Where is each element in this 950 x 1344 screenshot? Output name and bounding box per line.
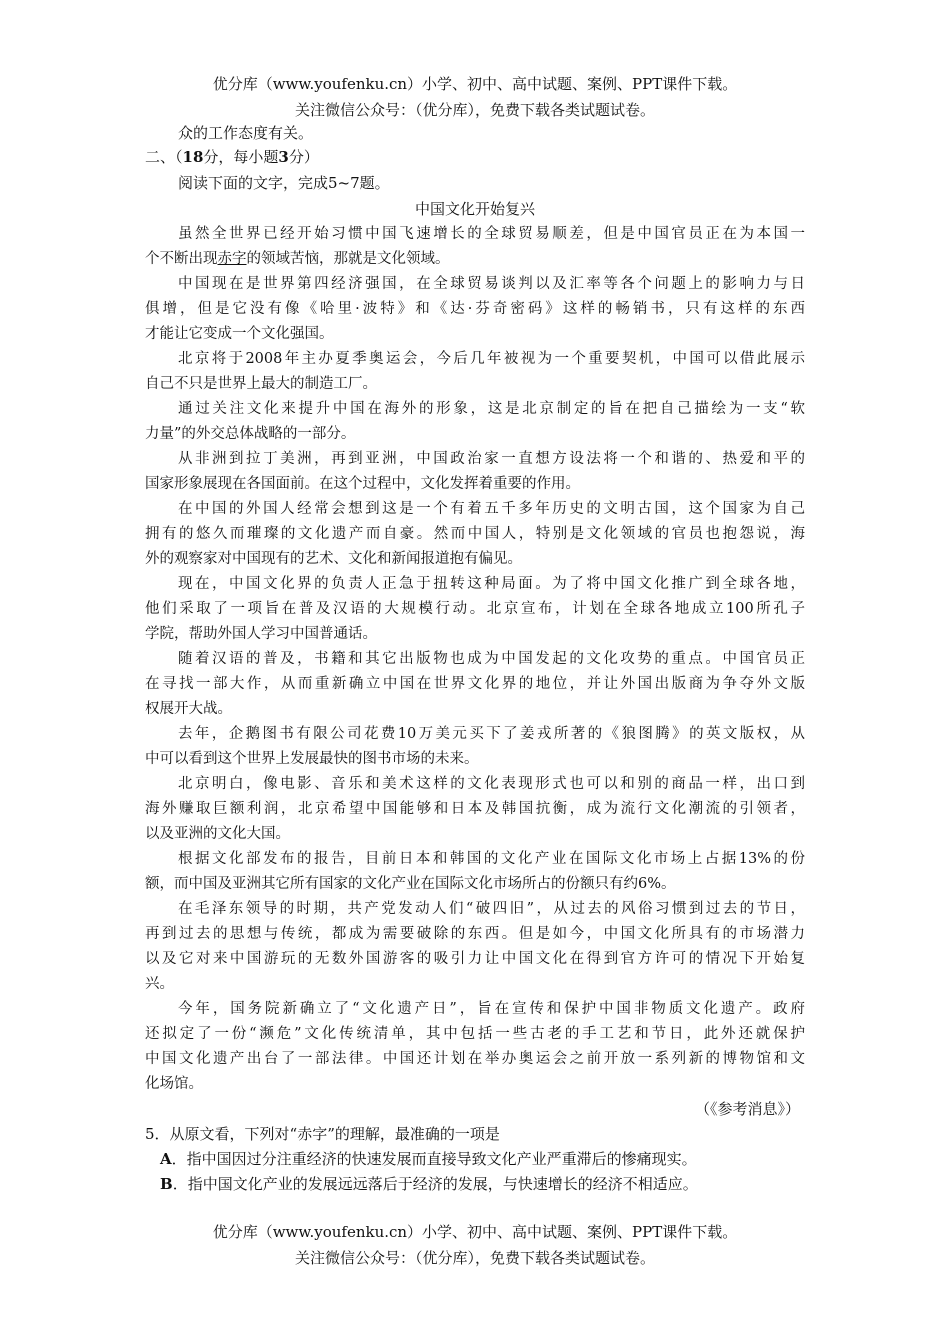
article-title: 中国文化开始复兴	[414, 200, 535, 218]
article-line: 中国现在是世界第四经济强国，在全球贸易谈判以及汇率等各个问题上的影响力与日	[178, 276, 805, 292]
article-line: 以及它对来中国游玩的无数外国游客的吸引力让中国文化在得到官方许可的情况下开始复	[145, 951, 805, 967]
underlined-term: 赤字	[217, 251, 247, 267]
article-line: 还拟定了一份“濒危”文化传统清单，其中包括一些古老的手工艺和节日，此外还就保护	[145, 1026, 805, 1042]
header-line-2: 关注微信公众号：（优分库），免费下载各类试题试卷。	[294, 101, 655, 119]
footer-line-1: 优分库（www.youfenku.cn）小学、初中、高中试题、案例、PPT课件下载。	[212, 1223, 738, 1241]
article-line: 北京明白，像电影、音乐和美术这样的文化表现形式也可以和别的商品一样，出口到	[178, 776, 805, 792]
article-line: 从非洲到拉丁美洲，再到亚洲，中国政治家一直想方设法将一个和谐的、热爱和平的	[178, 451, 805, 467]
article-line: 国家形象展现在各国面前。在这个过程中，文化发挥着重要的作用。	[145, 476, 580, 492]
article-line: 在毛泽东领导的时期，共产党发动人们“破四旧”，从过去的风俗习惯到过去的节日，	[178, 901, 805, 917]
option-a-label: A	[160, 1150, 172, 1168]
article-text: 个不断出现	[145, 251, 218, 267]
article-line: 外的观察家对中国现有的艺术、文化和新闻报道抱有偏见。	[145, 551, 522, 567]
option-b	[160, 1172, 698, 1196]
article-line: 在中国的外国人经常会想到这是一个有着五千多年历史的文明古国，这个国家为自己	[178, 501, 805, 517]
article-line: 在寻找一部大作，从而重新确立中国在世界文化界的地位，并让外国出版商为争夺外文版	[145, 676, 805, 692]
article-line: 中可以看到这个世界上发展最快的图书市场的未来。	[145, 751, 479, 767]
article-line: 兴。	[145, 976, 174, 992]
article-line: 北京将于2008年主办夏季奥运会，今后几年被视为一个重要契机，中国可以借此展示	[178, 351, 805, 367]
article-line: 俱增，但是它没有像《哈里·波特》和《达·芬奇密码》这样的畅销书，只有这样的东西	[145, 301, 805, 317]
question-stem: 5．从原文看，下列对“赤字”的理解，最准确的一项是	[145, 1125, 500, 1143]
option-a	[160, 1147, 697, 1171]
article-line: 随着汉语的普及，书籍和其它出版物也成为中国发起的文化攻势的重点。中国官员正	[178, 651, 805, 667]
section-heading	[145, 145, 319, 169]
section-mid: 分，每小题	[203, 148, 279, 166]
article-text: 的领域苦恼，那就是文化领域。	[246, 251, 450, 267]
option-a-text: ．指中国因过分注重经济的快速发展而直接导致文化产业严重滞后的惨痛现实。	[171, 1150, 697, 1168]
option-b-text: ．指中国文化产业的发展远远落后于经济的发展，与快速增长的经济不相适应。	[172, 1175, 698, 1193]
article-line: 通过关注文化来提升中国在海外的形象，这是北京制定的旨在把自己描绘为一支“软	[178, 401, 805, 417]
article-line: 虽然全世界已经开始习惯中国飞速增长的全球贸易顺差，但是中国官员正在为本国一	[178, 226, 805, 242]
article-line: 再到过去的思想与传统，都成为需要破除的东西。但是如今，中国文化所具有的市场潜力	[145, 926, 805, 942]
section-each: 3	[278, 148, 289, 166]
section-end: 分）	[288, 148, 319, 166]
option-b-label: B	[160, 1175, 173, 1193]
article-line: 中国文化遗产出台了一部法律。中国还计划在举办奥运会之前开放一系列新的博物馆和文	[145, 1051, 805, 1067]
article-line: 去年，企鹅图书有限公司花费10万美元买下了姜戎所著的《狼图腾》的英文版权，从	[178, 726, 805, 742]
section-points: 18	[182, 148, 204, 166]
article-line: 自己不只是世界上最大的制造工厂。	[145, 376, 377, 392]
article-line: 学院，帮助外国人学习中国普通话。	[145, 626, 377, 642]
article-line	[145, 247, 805, 271]
article-line: 化场馆。	[145, 1076, 203, 1092]
article-line: 额，而中国及亚洲其它所有国家的文化产业在国际文化市场所占的份额只有约6%。	[145, 876, 676, 892]
article-line: 权展开大战。	[145, 701, 232, 717]
section-number: 二、（	[145, 148, 183, 166]
article-line: 才能让它变成一个文化强国。	[145, 326, 334, 342]
carryover-text: 众的工作态度有关。	[178, 124, 314, 142]
article-line: 拥有的悠久而璀璨的文化遗产而自豪。然而中国人，特别是文化领域的官员也抱怨说，海	[145, 526, 805, 542]
article-line: 今年，国务院新确立了“文化遗产日”，旨在宣传和保护中国非物质文化遗产。政府	[178, 1001, 805, 1017]
article-line: 海外赚取巨额利润，北京希望中国能够和日本及韩国抗衡，成为流行文化潮流的引领者，	[145, 801, 805, 817]
article-line: 力量”的外交总体战略的一部分。	[145, 426, 356, 442]
article-source: （《参考消息》）	[694, 1100, 800, 1118]
header-line-1: 优分库（www.youfenku.cn）小学、初中、高中试题、案例、PPT课件下载。	[212, 75, 738, 93]
article-line: 他们采取了一项旨在普及汉语的大规模行动。北京宣布，计划在全球各地成立100所孔子	[145, 601, 805, 617]
reading-instruction: 阅读下面的文字，完成5~7题。	[178, 174, 390, 192]
article-line: 现在，中国文化界的负责人正急于扭转这种局面。为了将中国文化推广到全球各地，	[178, 576, 805, 592]
article-line: 根据文化部发布的报告，目前日本和韩国的文化产业在国际文化市场上占据13%的份	[178, 851, 805, 867]
footer-line-2: 关注微信公众号：（优分库），免费下载各类试题试卷。	[294, 1249, 655, 1267]
article-line: 以及亚洲的文化大国。	[145, 826, 290, 842]
